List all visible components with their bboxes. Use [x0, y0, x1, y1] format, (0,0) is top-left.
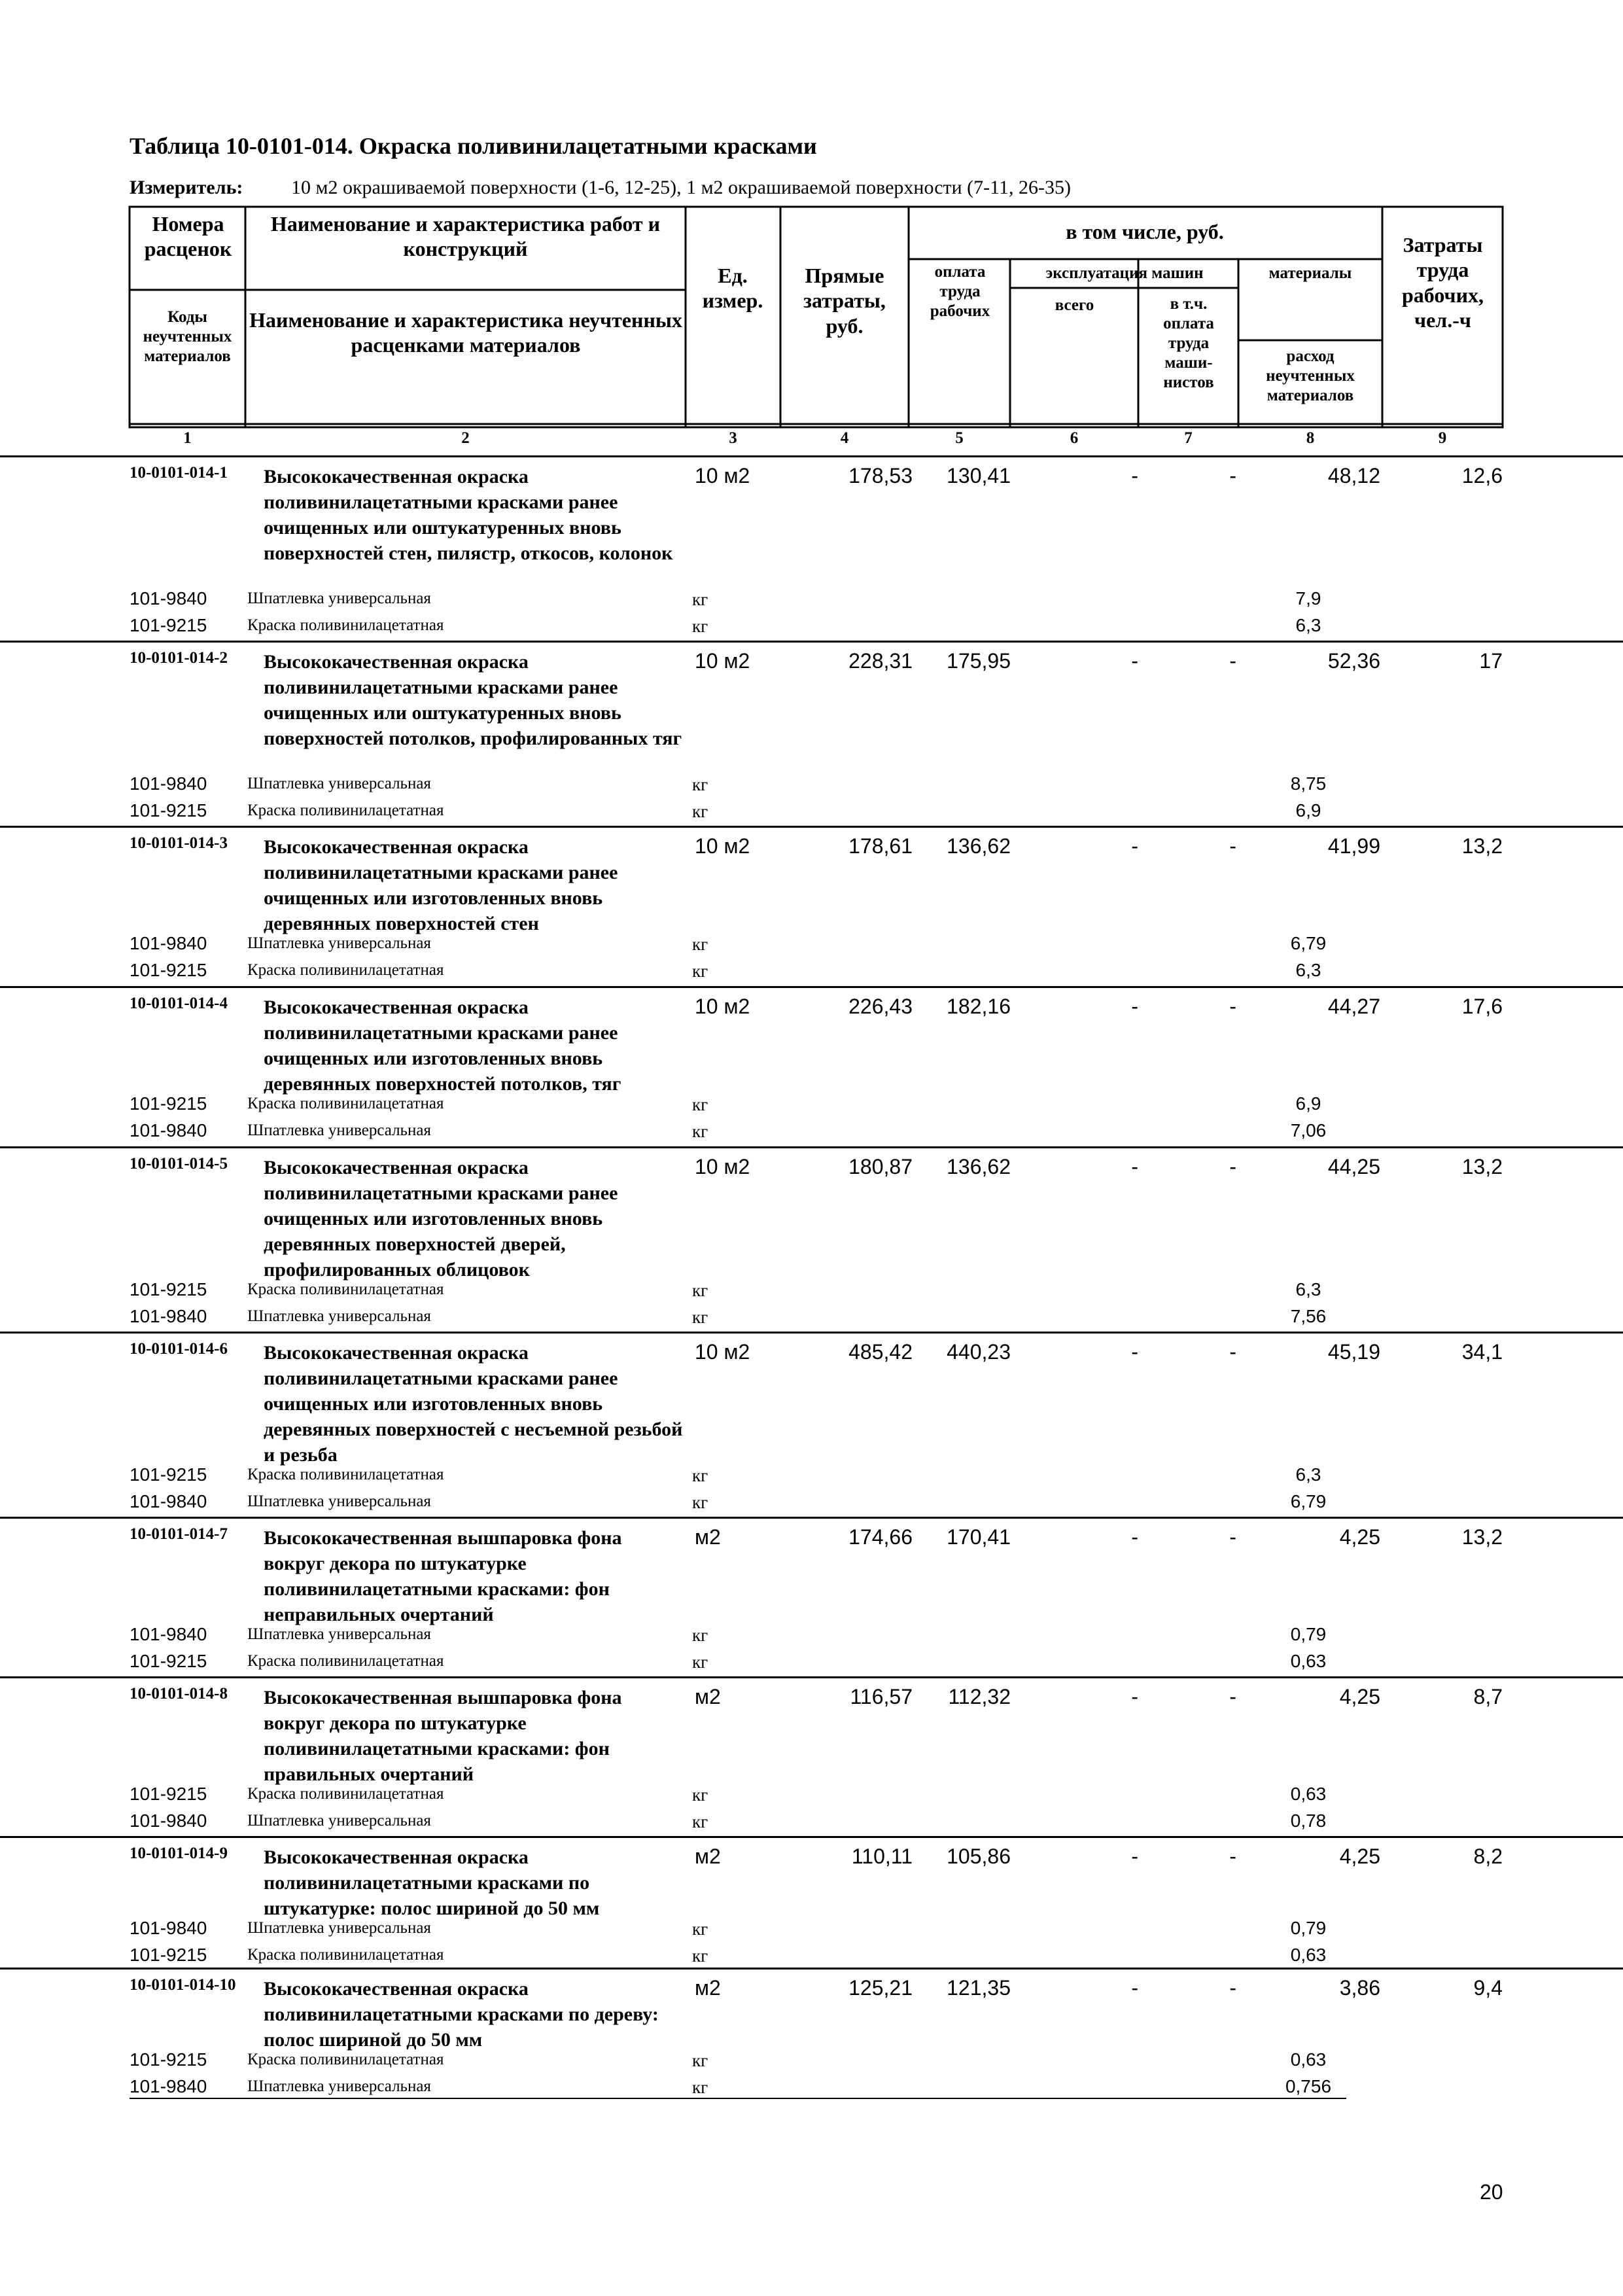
rate-name: Высококачественная окраска поливинилацетатными красками ранее очищенных или изготовленных вновь деревянных поверхностей дверей, профилированных облицовок [264, 1157, 618, 1280]
material-qty: 0,756 [1285, 2076, 1332, 2096]
rate-direct: 485,42 [848, 1340, 913, 1364]
rate-materials: 45,19 [1327, 1340, 1380, 1364]
rate-code: 10-0101-014-8 [130, 1685, 228, 1703]
material-item [0, 1915, 1623, 1941]
rate-wages: 440,23 [947, 1340, 1011, 1364]
rate-unit: 10 м2 [695, 649, 750, 673]
rate-direct: 226,43 [848, 995, 913, 1018]
material-item [0, 957, 1623, 983]
rate-wages: 170,41 [947, 1525, 1011, 1549]
material-code: 101-9215 [130, 2049, 207, 2070]
rate-name: Высококачественная окраска поливинилацетатными красками ранее очищенных или изготовленных вновь деревянных поверхностей с несъемной резьбой и резьба [264, 1342, 683, 1466]
rate-machine-wages: - [1229, 1155, 1236, 1178]
col-number: 4 [840, 429, 849, 447]
material-item [0, 930, 1623, 957]
rate-name: Высококачественная окраска поливинилацетатными красками ранее очищенных или изготовленных вновь деревянных поверхностей стен [264, 836, 618, 934]
rate-machine-wages: - [1229, 649, 1236, 673]
rate-direct: 174,66 [848, 1525, 913, 1549]
rate-row [0, 1968, 1623, 2097]
rate-direct: 125,21 [848, 1976, 913, 2000]
header-including: в том числе, руб. [1066, 220, 1224, 243]
material-item [0, 2047, 1623, 2073]
rate-code: 10-0101-014-3 [130, 834, 228, 852]
table-end-rule [130, 2098, 1346, 2099]
material-qty: 6,79 [1290, 933, 1327, 953]
material-item [0, 798, 1623, 824]
material-name: Краска поливинилацетатная [247, 1785, 444, 1803]
material-qty: 0,63 [1290, 1784, 1327, 1804]
rate-wages: 136,62 [947, 1155, 1011, 1178]
header-codes-bottom: Коды неучтенных материалов [143, 308, 232, 365]
rate-row [0, 1146, 1623, 1327]
rate-name: Высококачественная окраска поливинилацетатными красками ранее очищенных или оштукатуренных вновь поверхностей потолков, профилированных тяг [264, 651, 682, 749]
material-unit: кг [692, 802, 708, 821]
rate-machine-wages: - [1229, 1845, 1236, 1868]
rate-code: 10-0101-014-6 [130, 1340, 228, 1358]
material-qty: 0,63 [1290, 1651, 1327, 1671]
material-unit: кг [692, 2077, 708, 2097]
material-item [0, 1489, 1623, 1515]
material-name: Краска поливинилацетатная [247, 961, 444, 979]
table-title: Таблица 10-0101-014. Окраска поливинилацетатными красками [130, 133, 817, 159]
material-name: Краска поливинилацетатная [247, 1466, 444, 1483]
material-name: Краска поливинилацетатная [247, 1652, 444, 1670]
material-item [0, 1462, 1623, 1488]
material-code: 101-9215 [130, 615, 207, 635]
material-code: 101-9215 [130, 1464, 207, 1485]
rate-wages: 136,62 [947, 834, 1011, 858]
material-name: Шпатлевка универсальная [247, 590, 431, 607]
rate-row [0, 986, 1623, 1141]
material-unit: кг [692, 961, 708, 981]
material-unit: кг [692, 934, 708, 954]
rate-labor: 12,6 [1461, 464, 1503, 487]
material-unit: кг [692, 1280, 708, 1300]
material-code: 101-9840 [130, 588, 207, 609]
rate-machines: - [1131, 1155, 1138, 1178]
material-item [0, 1091, 1623, 1117]
material-qty: 7,56 [1290, 1306, 1327, 1326]
header-machines-wages: в т.ч. оплата труда маши- нистов [1163, 295, 1214, 391]
col-number: 8 [1306, 429, 1315, 447]
header-machines-total: всего [1055, 296, 1094, 314]
material-code: 101-9215 [130, 1279, 207, 1299]
rate-machine-wages: - [1229, 464, 1236, 487]
rate-machines: - [1131, 995, 1138, 1018]
material-item [0, 1942, 1623, 1968]
header-unit: Ед. измер. [702, 264, 763, 313]
rate-labor: 8,7 [1473, 1685, 1503, 1708]
rate-code: 10-0101-014-9 [130, 1845, 228, 1862]
rate-code: 10-0101-014-1 [130, 464, 228, 482]
rate-materials: 44,25 [1327, 1155, 1380, 1178]
material-name: Шпатлевка универсальная [247, 1625, 431, 1643]
material-unit: кг [692, 2051, 708, 2070]
rate-machine-wages: - [1229, 1525, 1236, 1549]
material-qty: 0,79 [1290, 1918, 1327, 1938]
col-number: 1 [183, 429, 192, 447]
material-name: Краска поливинилацетатная [247, 802, 444, 819]
material-qty: 0,79 [1290, 1624, 1327, 1644]
rate-labor: 34,1 [1461, 1340, 1503, 1364]
header-name-bottom: Наименование и характеристика неучтенных расценками материалов [249, 308, 682, 357]
rate-machines: - [1131, 1845, 1138, 1868]
material-unit: кг [692, 590, 708, 609]
material-unit: кг [692, 616, 708, 636]
rate-labor: 17 [1479, 649, 1503, 673]
material-qty: 7,06 [1290, 1120, 1327, 1140]
rate-row [0, 641, 1623, 821]
rate-machines: - [1131, 1340, 1138, 1364]
material-code: 101-9840 [130, 1491, 207, 1511]
rate-direct: 228,31 [848, 649, 913, 673]
material-item [0, 1277, 1623, 1303]
rate-materials: 4,25 [1339, 1845, 1380, 1868]
material-qty: 6,3 [1295, 1279, 1321, 1299]
material-unit: кг [692, 1492, 708, 1512]
rate-code: 10-0101-014-5 [130, 1155, 228, 1173]
material-unit: кг [692, 1466, 708, 1485]
rate-name: Высококачественная вышпаровка фона вокруг декора по штукатурке поливинилацетатными красками: фон неправильных очертаний [264, 1527, 622, 1625]
rate-row [0, 1836, 1623, 1966]
rate-direct: 110,11 [851, 1845, 913, 1868]
rate-code: 10-0101-014-10 [130, 1976, 236, 1994]
material-name: Краска поливинилацетатная [247, 2051, 444, 2068]
material-code: 101-9840 [130, 773, 207, 794]
header-labor: Затраты труда рабочих, чел.-ч [1401, 233, 1484, 332]
material-name: Шпатлевка универсальная [247, 2077, 431, 2095]
header-name-top: Наименование и характеристика работ и конструкций [270, 212, 661, 261]
material-name: Шпатлевка универсальная [247, 1492, 431, 1510]
material-item [0, 771, 1623, 797]
col-number: 7 [1184, 429, 1193, 447]
measure-label: Измеритель: [130, 177, 243, 198]
rate-name: Высококачественная окраска поливинилацетатными красками по дереву: полос шириной до 50 мм [264, 1978, 659, 2051]
rate-code: 10-0101-014-2 [130, 649, 228, 667]
rate-labor: 17,6 [1461, 995, 1503, 1018]
col-number: 5 [955, 429, 964, 447]
page-number: 20 [1480, 2180, 1503, 2204]
rate-unit: 10 м2 [695, 1155, 750, 1178]
rate-unit: м2 [695, 1525, 721, 1549]
rate-machines: - [1131, 1976, 1138, 2000]
rate-row [0, 455, 1623, 636]
rate-machines: - [1131, 464, 1138, 487]
material-qty: 6,3 [1295, 615, 1321, 635]
rate-wages: 105,86 [947, 1845, 1011, 1868]
material-item [0, 586, 1623, 612]
rate-wages: 175,95 [947, 649, 1011, 673]
rate-materials: 41,99 [1327, 834, 1380, 858]
material-name: Краска поливинилацетатная [247, 616, 444, 634]
rate-row [0, 1332, 1623, 1512]
rate-labor: 13,2 [1461, 1525, 1503, 1549]
rate-machines: - [1131, 1525, 1138, 1549]
rate-machine-wages: - [1229, 1340, 1236, 1364]
material-name: Шпатлевка универсальная [247, 1919, 431, 1937]
rate-direct: 180,87 [848, 1155, 913, 1178]
material-name: Шпатлевка универсальная [247, 775, 431, 792]
material-name: Краска поливинилацетатная [247, 1946, 444, 1964]
material-code: 101-9215 [130, 1945, 207, 1965]
material-unit: кг [692, 1652, 708, 1672]
rate-wages: 130,41 [947, 464, 1011, 487]
material-code: 101-9840 [130, 1810, 207, 1831]
rate-wages: 121,35 [947, 1976, 1011, 2000]
rate-direct: 178,53 [848, 464, 913, 487]
material-code: 101-9840 [130, 1918, 207, 1938]
rate-materials: 3,86 [1339, 1976, 1380, 2000]
material-name: Шпатлевка универсальная [247, 1307, 431, 1325]
material-code: 101-9840 [130, 933, 207, 953]
material-code: 101-9840 [130, 1120, 207, 1140]
rate-labor: 13,2 [1461, 1155, 1503, 1178]
material-code: 101-9840 [130, 1624, 207, 1644]
material-unit: кг [692, 1307, 708, 1327]
material-unit: кг [692, 1919, 708, 1939]
material-code: 101-9215 [130, 1651, 207, 1671]
material-name: Краска поливинилацетатная [247, 1280, 444, 1298]
material-item [0, 1621, 1623, 1648]
material-qty: 6,79 [1290, 1491, 1327, 1511]
rate-row [0, 826, 1623, 981]
material-item [0, 1808, 1623, 1834]
rate-row [0, 1517, 1623, 1672]
rate-code: 10-0101-014-4 [130, 995, 228, 1012]
rate-materials: 52,36 [1327, 649, 1380, 673]
material-code: 101-9840 [130, 1306, 207, 1326]
col-number: 3 [729, 429, 737, 447]
rate-labor: 13,2 [1461, 834, 1503, 858]
material-code: 101-9215 [130, 960, 207, 980]
material-name: Шпатлевка универсальная [247, 934, 431, 952]
material-name: Шпатлевка универсальная [247, 1122, 431, 1139]
material-qty: 7,9 [1295, 588, 1321, 609]
rate-unit: 10 м2 [695, 995, 750, 1018]
material-unit: кг [692, 1812, 708, 1831]
material-unit: кг [692, 1946, 708, 1966]
header-materials: материалы [1268, 264, 1352, 282]
rate-machine-wages: - [1229, 995, 1236, 1018]
header-machines: эксплуатация машин [1045, 264, 1204, 282]
rate-unit: 10 м2 [695, 1340, 750, 1364]
rate-unit: 10 м2 [695, 834, 750, 858]
rate-materials: 4,25 [1339, 1525, 1380, 1549]
material-item [0, 612, 1623, 639]
material-name: Шпатлевка универсальная [247, 1812, 431, 1829]
rate-machines: - [1131, 834, 1138, 858]
rate-wages: 182,16 [947, 995, 1011, 1018]
material-unit: кг [692, 1095, 708, 1114]
rate-code: 10-0101-014-7 [130, 1525, 228, 1543]
material-code: 101-9215 [130, 1093, 207, 1114]
rate-labor: 8,2 [1473, 1845, 1503, 1868]
rate-machine-wages: - [1229, 1685, 1236, 1708]
material-item [0, 2074, 1623, 2100]
rate-unit: м2 [695, 1685, 721, 1708]
rate-unit: м2 [695, 1845, 721, 1868]
material-unit: кг [692, 1122, 708, 1141]
col-number: 2 [461, 429, 470, 447]
rate-machine-wages: - [1229, 1976, 1236, 2000]
material-item [0, 1118, 1623, 1144]
rate-wages: 112,32 [948, 1685, 1011, 1708]
header-wages: оплата труда рабочих [930, 263, 990, 320]
rate-materials: 44,27 [1327, 995, 1380, 1018]
material-code: 101-9215 [130, 800, 207, 821]
material-name: Краска поливинилацетатная [247, 1095, 444, 1112]
material-item [0, 1303, 1623, 1330]
material-qty: 6,3 [1295, 960, 1321, 980]
material-unit: кг [692, 775, 708, 794]
rate-direct: 116,57 [850, 1685, 913, 1708]
rate-labor: 9,4 [1473, 1976, 1503, 2000]
rate-machine-wages: - [1229, 834, 1236, 858]
rate-direct: 178,61 [848, 834, 913, 858]
header-codes-top: Номера расценок [144, 212, 232, 261]
material-item [0, 1781, 1623, 1807]
rate-row [0, 1676, 1623, 1831]
rate-unit: м2 [695, 1976, 721, 2000]
material-item [0, 1648, 1623, 1674]
rate-name: Высококачественная окраска поливинилацетатными красками ранее очищенных или оштукатуренных вновь поверхностей стен, пилястр, откосов, колонок [264, 466, 673, 564]
material-qty: 6,9 [1295, 800, 1321, 821]
rate-machines: - [1131, 1685, 1138, 1708]
material-qty: 0,63 [1290, 1945, 1327, 1965]
material-qty: 0,78 [1290, 1810, 1327, 1831]
rate-name: Высококачественная окраска поливинилацетатными красками ранее очищенных или изготовленных вновь деревянных поверхностей потолков, тяг [264, 997, 621, 1095]
rate-materials: 48,12 [1327, 464, 1380, 487]
material-qty: 6,3 [1295, 1464, 1321, 1485]
material-code: 101-9215 [130, 1784, 207, 1804]
material-code: 101-9840 [130, 2076, 207, 2096]
material-unit: кг [692, 1625, 708, 1645]
rate-name: Высококачественная окраска поливинилацетатными красками по штукатурке: полос шириной до 50 мм [264, 1846, 600, 1919]
rate-name: Высококачественная вышпаровка фона вокруг декора по штукатурке поливинилацетатными красками: фон правильных очертаний [264, 1687, 622, 1785]
header-direct: Прямые затраты, руб. [803, 264, 886, 338]
measure-value: 10 м2 окрашиваемой поверхности (1-6, 12-25), 1 м2 окрашиваемой поверхности (7-11, 26-35) [291, 177, 1072, 198]
col-number: 9 [1438, 429, 1447, 447]
material-qty: 6,9 [1295, 1093, 1321, 1114]
rate-materials: 4,25 [1339, 1685, 1380, 1708]
header-unaccounted: расход неучтенных материалов [1266, 347, 1355, 404]
material-qty: 8,75 [1290, 773, 1327, 794]
rate-machines: - [1131, 649, 1138, 673]
material-qty: 0,63 [1290, 2049, 1327, 2070]
rate-unit: 10 м2 [695, 464, 750, 487]
material-unit: кг [692, 1785, 708, 1805]
col-number: 6 [1070, 429, 1079, 447]
